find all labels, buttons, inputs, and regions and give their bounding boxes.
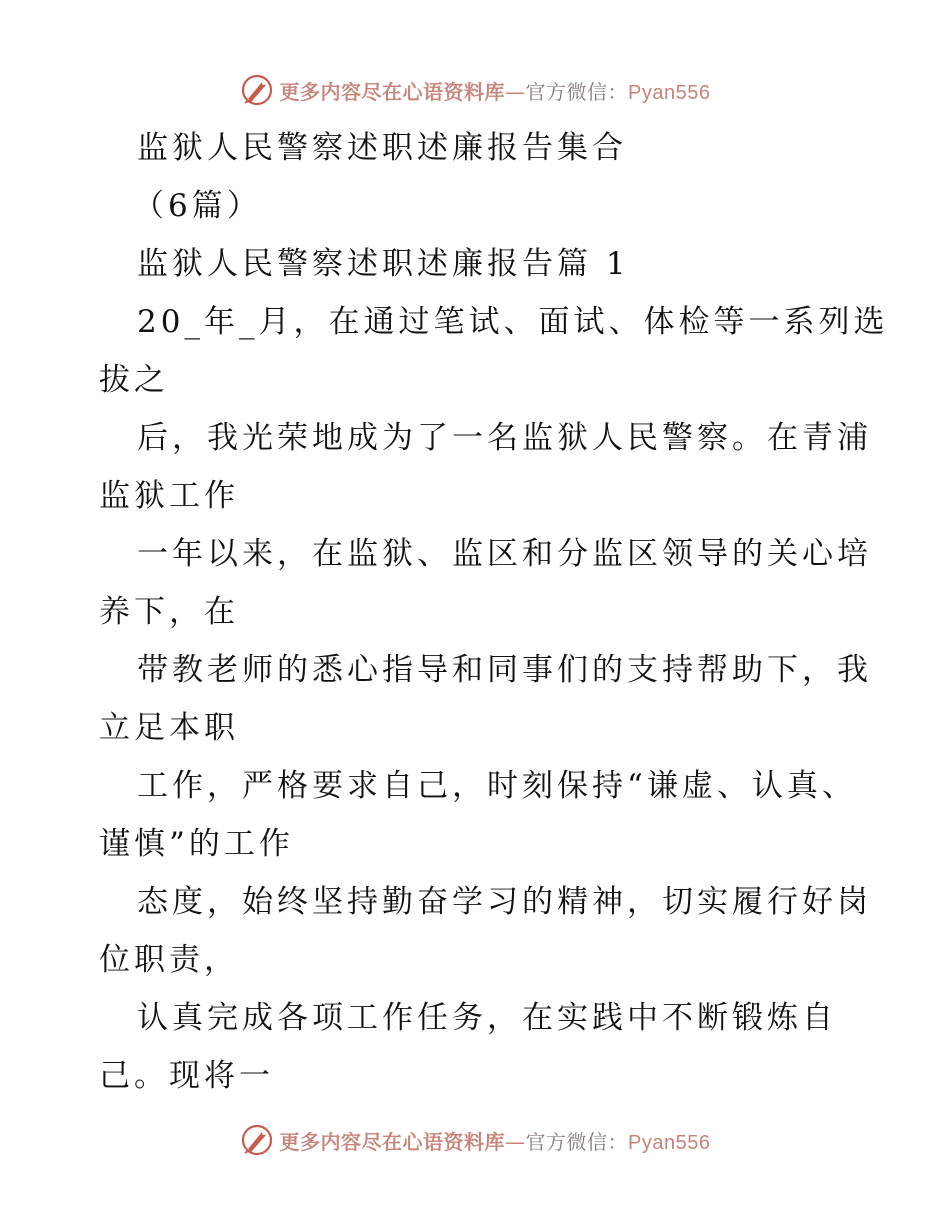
banner-dash: —	[505, 79, 526, 104]
document-title: 监狱人民警察述职述廉报告集合	[137, 130, 627, 166]
body-line: 工作，严格要求自己，时刻保持“谦虚、认真、	[137, 768, 857, 804]
body-line: 监狱工作	[99, 478, 239, 514]
banner-main-text: 更多内容尽在心语资料库	[279, 79, 506, 104]
body-line: 认真完成各项工作任务，在实践中不断锻炼自	[137, 1000, 837, 1036]
banner-text	[280, 1126, 711, 1155]
banner-wechat-id: Pyan556	[628, 1131, 711, 1154]
body-line: 带教老师的悉心指导和同事们的支持帮助下，我	[137, 652, 872, 688]
body-line: 态度，始终坚持勤奋学习的精神，切实履行好岗	[137, 884, 872, 920]
banner-text	[280, 76, 711, 105]
body-line: 己。现将一	[99, 1058, 274, 1094]
footer-banner	[0, 1118, 950, 1162]
pen-logo-icon	[240, 73, 274, 107]
body-line: 后，我光荣地成为了一名监狱人民警察。在青浦	[137, 420, 872, 456]
body-line: 拔之	[99, 362, 169, 398]
header-banner	[0, 68, 950, 112]
body-line: 20_年_月，在通过笔试、面试、体检等一系列选	[137, 304, 889, 340]
body-line: 谨慎”的工作	[99, 826, 294, 862]
section-heading: 监狱人民警察述职述廉报告篇 1	[137, 246, 630, 282]
body-line: 一年以来，在监狱、监区和分监区领导的关心培	[137, 536, 872, 572]
banner-main-text: 更多内容尽在心语资料库	[279, 1129, 506, 1154]
body-line: 位职责，	[99, 942, 239, 978]
banner-sub-text: 官方微信：	[525, 1129, 629, 1154]
body-line: 养下，在	[99, 594, 239, 630]
document-title-count: （6篇）	[133, 188, 262, 224]
banner-sub-text: 官方微信：	[525, 79, 629, 104]
banner-dash: —	[505, 1129, 526, 1154]
banner-wechat-id: Pyan556	[628, 81, 711, 104]
body-line: 立足本职	[99, 710, 239, 746]
pen-logo-icon	[240, 1123, 274, 1157]
